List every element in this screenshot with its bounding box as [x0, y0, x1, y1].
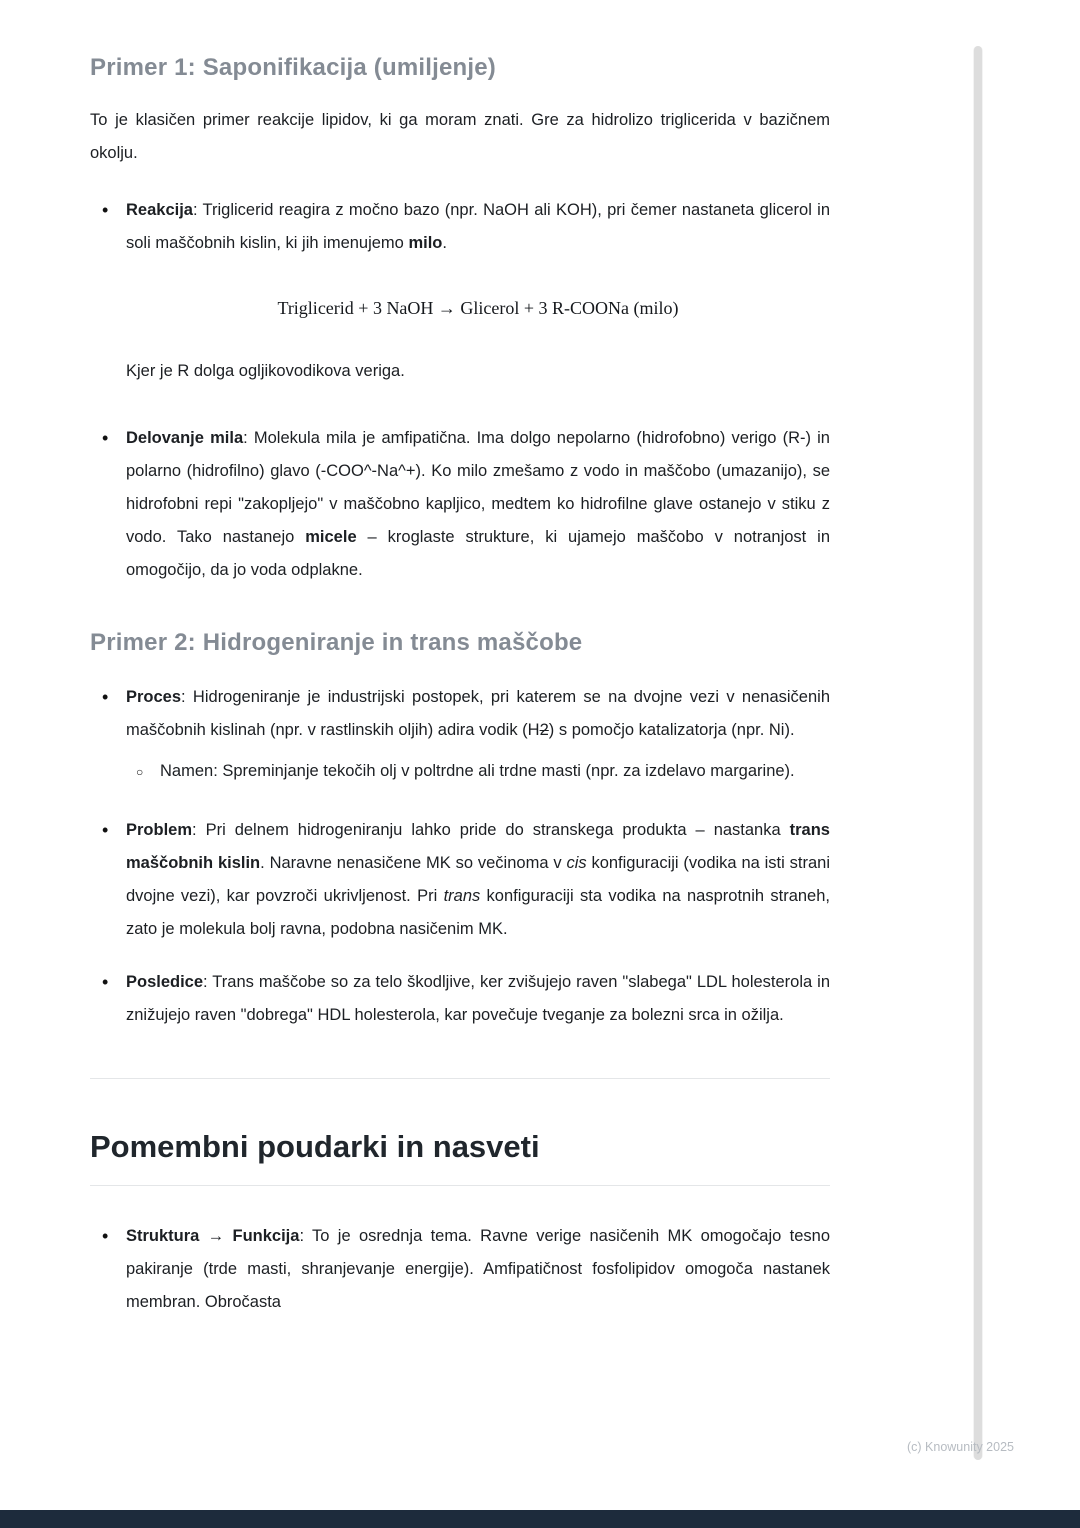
list-item-struktura-funkcija: • Struktura → Funkcija: To je osrednja tema. Ravne verige nasičenih MK omogočajo tesno pakiranje (trde masti, shranjevanje energije). Amfipatičnost fosfolipidov omogoča nastanek membran. Obročasta — [90, 1220, 830, 1319]
list-item-proces — [90, 681, 830, 788]
bottom-taskbar-strip — [0, 1510, 1080, 1528]
sub-list-item-namen: ○ Namen: Spreminjanje tekočih olj v poltrdne ali trdne masti (npr. za izdelavo margarine). — [126, 755, 830, 788]
saponification-list — [90, 194, 830, 260]
section-heading-primer-1: Primer 1: Saponifikacija (umiljenje) — [90, 54, 496, 81]
section-divider — [90, 1078, 830, 1079]
list-item-delovanje-mila: • Delovanje mila: Molekula mila je amfipatična. Ima dolgo nepolarno (hidrofobno) verigo (R-) in polarno (hidrofilno) glavo (-COO^-Na^+). Ko milo zmešamo z vodo in maščobo (umazanijo), se hidrofobni repi "zakopljejo" v maščobno kapljico, medtem ko hidrofilne glave ostanejo v stiku z vodo. Tako nastanejo micele – kroglaste strukture, ki ujamejo maščobo v notranjost in omogočijo, da jo voda odplakne. — [90, 422, 830, 587]
document-page — [90, 0, 830, 1335]
chemical-equation: Triglicerid + 3 NaOH → Glicerol + 3 R-COONa (milo) — [277, 298, 679, 318]
list-item-problem: • Problem: Pri delnem hidrogeniranju lahko pride do stranskega produkta – nastanka trans maščobnih kislin. Naravne nenasičene MK so večinoma v cis konfiguraciji (vodika na isti strani dvojne vezi), kar povzroči ukrivljenost. Pri trans konfiguraciji sta vodika na nasprotnih straneh, zato je molekula bolj ravna, podobna nasičenim MK. — [90, 814, 830, 946]
footer-credit: (c) Knowunity 2025 — [906, 1440, 1014, 1454]
list-item-posledice: • Posledice: Trans maščobe so za telo škodljive, ker zvišujejo raven "slabega" LDL holesterola in znižujejo raven "dobrega" HDL holesterola, kar povečuje tveganje za bolezni srca in ožilja. — [90, 966, 830, 1032]
main-heading-poudarki: Pomembni poudarki in nasveti — [90, 1129, 830, 1186]
list-item-proces-text: Proces: Hidrogeniranje je industrijski postopek, pri katerem se na dvojne vezi v nenasičenih maščobnih kislinah (npr. v rastlinskih oljih) adira vodik (H2) s pomočjo katalizatorja (npr. Ni). — [126, 688, 830, 739]
section-heading-primer-2: Primer 2: Hidrogeniranje in trans maščobe — [90, 629, 583, 656]
soap-action-list — [90, 422, 830, 587]
proces-sub-list — [126, 755, 830, 788]
scrollbar-track[interactable] — [973, 46, 983, 1460]
list-item-reakcija: • Reakcija: Triglicerid reagira z močno bazo (npr. NaOH ali KOH), pri čemer nastaneta glicerol in soli maščobnih kislin, ki jih imenujemo milo. — [90, 194, 830, 260]
hydrogenation-list — [90, 681, 830, 1032]
equation-note: Kjer je R dolga ogljikovodikova veriga. — [126, 362, 405, 380]
scrollbar-thumb[interactable] — [974, 46, 982, 1460]
intro-paragraph: To je klasičen primer reakcije lipidov, ki ga moram znati. Gre za hidrolizo triglicerida v bazičnem okolju. — [90, 111, 830, 162]
highlights-list — [90, 1220, 830, 1319]
